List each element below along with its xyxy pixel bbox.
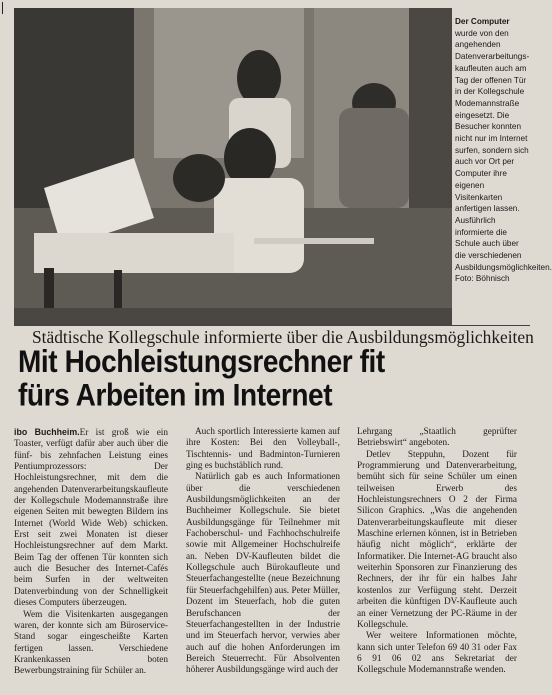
article-paragraph: Wem die Visitenkarten ausgegangen waren, der konnte sich am Büroservice-Stand sogar eingescheißte Karten fertigen lassen. Verschiedene Krankenkassen boten Bewerbungstraining für Schüler an. (14, 609, 168, 677)
article-column-1 (14, 427, 168, 693)
headline-line-1: Mit Hochleistungsrechner fit (18, 343, 385, 379)
article-paragraph: Lehrgang „Staatlich geprüfter Betriebswirt“ angeboten. (357, 427, 517, 449)
caption-head: Der Computer (455, 17, 510, 26)
caption-body: wurde von den angehenden Datenverarbeitungs-kaufleuten auch am Tag der offenen Tür in der Kollegschule Modemannstraße eingesetzt. Die Besucher konnten nicht nur im Internet surfen, sondern sich auch vor Ort per Computer ihre eigenen Visitenkarten anfertigen lassen. Ausführlich informierte die Schule auch über die verschiedenen Ausbildungsmöglichkeiten. (455, 28, 552, 272)
photo-illustration (14, 8, 452, 326)
article-paragraph: Wer weitere Informationen möchte, kann sich unter Telefon 69 40 31 oder Fax 6 91 06 02 ans Sekretariat der Kollegschule Modemannstraße wenden. (357, 631, 517, 676)
crop-mark (2, 2, 3, 14)
article-column-3 (357, 427, 517, 693)
paragraph-text: Er ist groß wie ein Toaster, verfügt dafür aber auch über die fünf- bis zehnfachen Leistung eines Pentiumprozessors: Der Hochleistungsrechner, mit dem die angehenden Datenverarbeitungskaufleute der Kollegschule Modemannstraße ihre eigenen Seiten mit bewegten Bildern ins Internet (World Wide Web) schicken. Erst seit zwei Monaten ist dieser Hochleistungsrechner auf dem Markt. Beim Tag der offenen Tür konnten sich auch die Besucher des Internet-Cafés beim Surfen in der weltweiten Datenverbindung von der Schnelligkeit dieses Computers überzeugen. (14, 428, 168, 609)
headline (18, 345, 528, 411)
news-photo (14, 8, 452, 326)
article-paragraph: Natürlich gab es auch Informationen über die verschiedenen Ausbildungsmöglichkeiten an der Buchheimer Kollegschule. Sie bietet Ausbildungsgänge für Teilnehmer mit Fachoberschul- und Fachhochschulreife sowie mit Allgemeiner Hochschulreife an. Neben DV-Kaufleuten bildet die Kollegschule auch Bürokaufleute und Steuerfachangestellte (neue Bezeichnung für Steuerfachgehilfen) aus. Peter Müller, Dozent im Steuerfach, hob die guten Berufschancen der Steuerfachangestellten in der Industrie und im Steuerfach hervor, verwies aber auch auf die hohen Anforderungen im Bereich Steuerrecht. Für Absolventen höherer Ausbildungsgänge wird auch der (186, 472, 340, 676)
caption-credit: Foto: Böhnisch (455, 274, 510, 284)
article-paragraph: Detlev Steppuhn, Dozent für Programmierung und Datenverarbeitung, bemüht sich für seine Schüler um einen teilweisen Erwerb des Hochleistungsrechners O 2 der Firma Silicon Graphics. „Was die angehenden Datenverarbeitungskaufleute mit dieser Maschine erlernen können, ist in Betrieben häufig nicht möglich“, erklärte der Informatiker. Die Internet-AG braucht also weiterhin Sponsoren zur Finanzierung des Rechners, der ihr für ein halbes Jahr kostenlos zur Verfügung steht. Derzeit arbeiten die künftigen DV-Kaufleute auch an einer Vernetzung der PC-Räume in der Kollegschule. (357, 449, 517, 630)
article-paragraph: Auch sportlich Interessierte kamen auf ihre Kosten: Bei den Volleyball-, Tischtennis- und Badminton-Turnieren ging es buchstäblich rund. (186, 427, 340, 472)
article-paragraph (14, 427, 168, 610)
article-column-2 (186, 427, 340, 693)
photo-caption (455, 16, 552, 285)
dateline: ibo Buchheim. (14, 427, 80, 437)
divider-rule-top (14, 325, 530, 326)
headline-line-2: fürs Arbeiten im Internet (18, 376, 333, 412)
kicker: Städtische Kollegschule informierte über die Ausbildungsmöglichkeiten (32, 327, 534, 347)
